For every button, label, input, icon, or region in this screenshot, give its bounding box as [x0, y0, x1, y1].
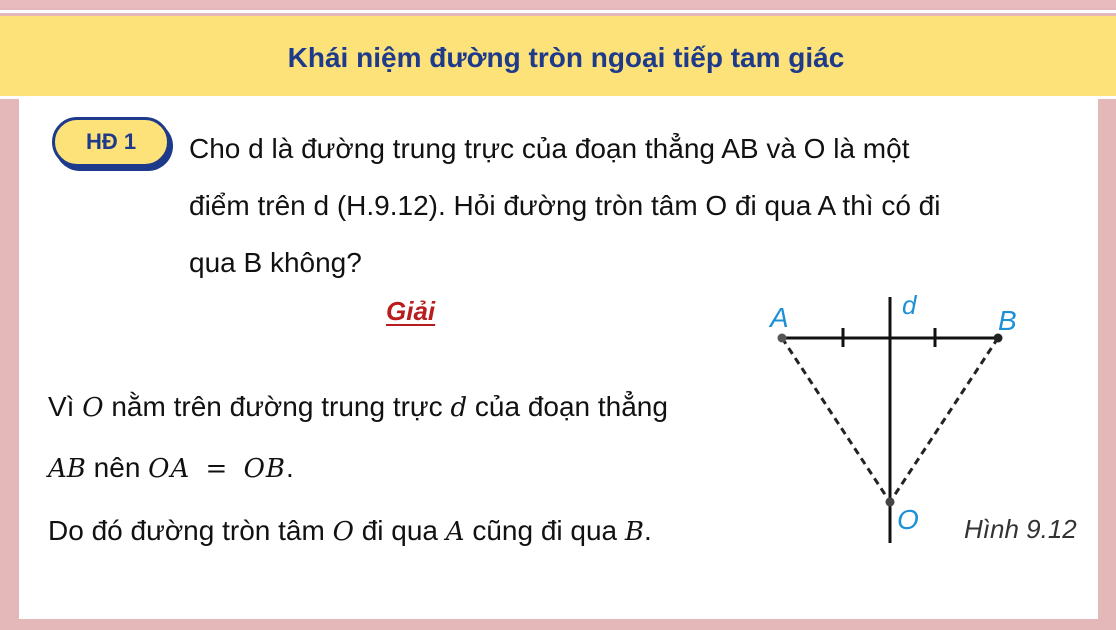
problem-line: qua B không?: [189, 247, 362, 278]
point-a: [778, 334, 787, 343]
header-bar: [0, 16, 1116, 96]
page-title: Khái niệm đường tròn ngoại tiếp tam giác: [287, 42, 845, 73]
activity-badge: [52, 117, 170, 167]
math-symbol: O: [82, 393, 104, 423]
point-o: [886, 498, 895, 507]
label-b: B: [998, 305, 1017, 336]
top-border-strip: [0, 0, 1116, 8]
solution-line-2: [48, 438, 768, 499]
problem-statement: [189, 120, 1059, 291]
top-border-line: [0, 10, 1116, 13]
solution-line-1: [48, 377, 768, 438]
math-equation: OA = OB: [148, 454, 286, 484]
text-run: nằm trên đường trung trực: [103, 391, 451, 422]
label-a: A: [770, 302, 789, 333]
problem-line: Cho d là đường trung trực của đoạn thẳng AB và O là một: [189, 133, 910, 164]
math-symbol: O: [332, 517, 354, 547]
math-symbol: AB: [48, 454, 86, 484]
text-run: Vì: [48, 391, 83, 422]
activity-badge-label: HĐ 1: [85, 129, 137, 154]
math-symbol: d: [450, 393, 468, 423]
text-run: Do đó đường tròn tâm: [48, 515, 333, 546]
text-run: .: [286, 452, 294, 483]
math-symbol: A: [445, 517, 465, 547]
solution-title: Giải: [386, 296, 436, 326]
solution-text: [48, 377, 768, 562]
problem-line: điểm trên d (H.9.12). Hỏi đường tròn tâm O đi qua A thì có đi: [189, 190, 941, 221]
text-run: đi qua: [353, 515, 446, 546]
label-d: d: [902, 290, 917, 320]
solution-line-3: [48, 501, 768, 562]
segment-ob-dashed: [890, 338, 998, 502]
segment-oa-dashed: [782, 338, 890, 502]
text-run: nên: [85, 452, 149, 483]
figure-caption: Hình 9.12: [964, 514, 1077, 544]
text-run: .: [644, 515, 652, 546]
math-symbol: B: [624, 517, 645, 547]
label-o: O: [897, 504, 919, 535]
text-run: của đoạn thẳng: [467, 391, 668, 422]
text-run: cũng đi qua: [464, 515, 625, 546]
